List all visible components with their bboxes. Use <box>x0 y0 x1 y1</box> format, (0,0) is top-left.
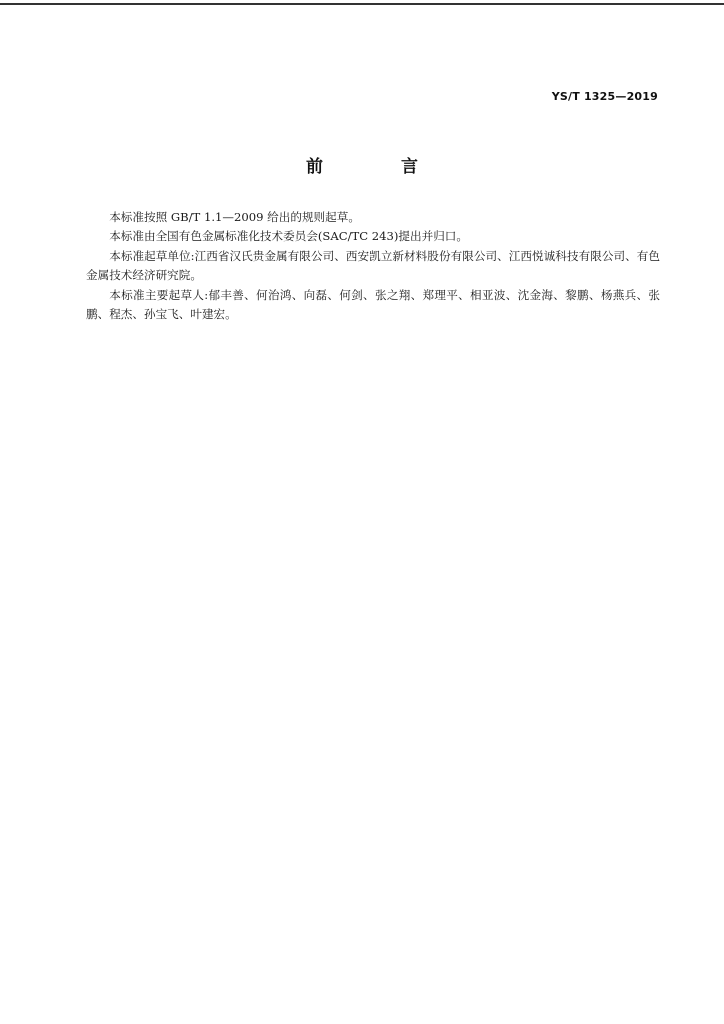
paragraph-drafting-rules: 本标准按照 GB/T 1.1—2009 给出的规则起草。 <box>109 210 360 224</box>
paragraph-proposer: 本标准由全国有色金属标准化技术委员会(SAC/TC 243)提出并归口。 <box>109 229 468 244</box>
paragraph-drafting-units: 本标准起草单位:江西省汉氏贵金属有限公司、西安凯立新材料股份有限公司、江西悦诚科技有限公司、有色金属技术经济研究院。 <box>86 248 660 283</box>
foreword-body <box>86 208 660 324</box>
top-border-rule <box>0 3 724 5</box>
standard-number: YS/T 1325—2019 <box>551 90 658 103</box>
page-title: 前 言 <box>306 157 454 177</box>
paragraph-drafters: 本标准主要起草人:郁丰善、何治鸿、向磊、何剑、张之翔、郑理平、相亚波、沈金海、黎鹏、杨燕兵、张鹏、程杰、孙宝飞、叶建宏。 <box>86 287 660 322</box>
